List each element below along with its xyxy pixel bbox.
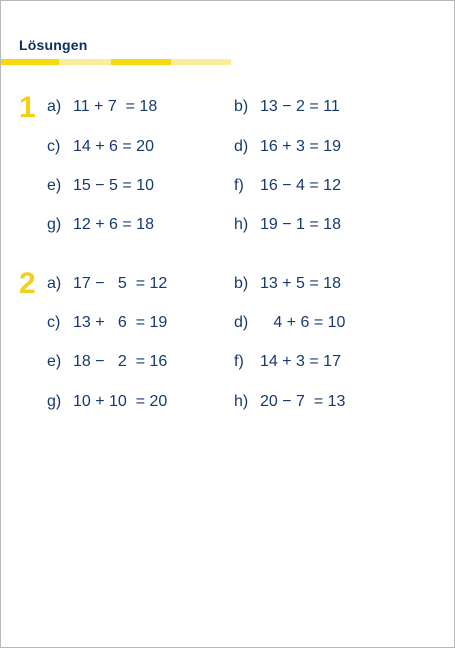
task-letter: h) <box>234 216 249 233</box>
task-2f <box>234 350 341 374</box>
task-letter: e) <box>47 177 62 194</box>
task-1g <box>47 213 154 237</box>
task-2b <box>234 272 341 296</box>
task-2a <box>47 272 167 296</box>
task-2g <box>47 390 167 414</box>
task-expression: 15 − 5 = 10 <box>73 177 154 194</box>
task-expression: 13 − 2 = 11 <box>260 98 340 115</box>
task-letter: f) <box>234 353 244 370</box>
task-letter: c) <box>47 138 61 155</box>
header-stripe <box>111 59 171 65</box>
task-letter: d) <box>234 314 249 331</box>
task-expression: 13 + 5 = 18 <box>260 275 341 292</box>
task-1e <box>47 174 154 198</box>
task-letter: c) <box>47 314 61 331</box>
task-1h <box>234 213 341 237</box>
task-letter: e) <box>47 353 62 370</box>
task-1d <box>234 135 341 159</box>
task-letter: d) <box>234 138 249 155</box>
task-letter: f) <box>234 177 244 194</box>
section-number-2: 2 <box>19 267 36 300</box>
task-letter: a) <box>47 98 62 115</box>
task-expression: 4 + 6 = 10 <box>260 314 346 331</box>
header-stripe <box>59 59 111 65</box>
task-expression: 16 + 3 = 19 <box>260 138 341 155</box>
task-expression: 19 − 1 = 18 <box>260 216 341 233</box>
task-2c <box>47 311 167 335</box>
task-letter: b) <box>234 98 249 115</box>
header-stripe <box>1 59 59 65</box>
header-stripe <box>171 59 231 65</box>
task-letter: b) <box>234 275 249 292</box>
task-expression: 13 + 6 = 19 <box>73 314 168 331</box>
task-1a <box>47 95 157 119</box>
task-expression: 10 + 10 = 20 <box>73 393 168 410</box>
task-letter: g) <box>47 216 62 233</box>
task-expression: 16 − 4 = 12 <box>260 177 341 194</box>
task-1c <box>47 135 154 159</box>
task-letter: h) <box>234 393 249 410</box>
task-2e <box>47 350 167 374</box>
task-2d <box>234 311 345 335</box>
task-expression: 12 + 6 = 18 <box>73 216 154 233</box>
task-expression: 14 + 6 = 20 <box>73 138 154 155</box>
page-title: Lösungen <box>19 37 88 53</box>
task-expression: 18 − 2 = 16 <box>73 353 168 370</box>
task-1f <box>234 174 341 198</box>
section-number-1: 1 <box>19 91 36 124</box>
task-2h <box>234 390 345 414</box>
task-expression: 11 + 7 = 18 <box>73 98 158 115</box>
task-expression: 17 − 5 = 12 <box>73 275 168 292</box>
task-letter: g) <box>47 393 62 410</box>
task-expression: 14 + 3 = 17 <box>260 353 341 370</box>
task-expression: 20 − 7 = 13 <box>260 393 346 410</box>
task-1b <box>234 95 340 119</box>
task-letter: a) <box>47 275 62 292</box>
